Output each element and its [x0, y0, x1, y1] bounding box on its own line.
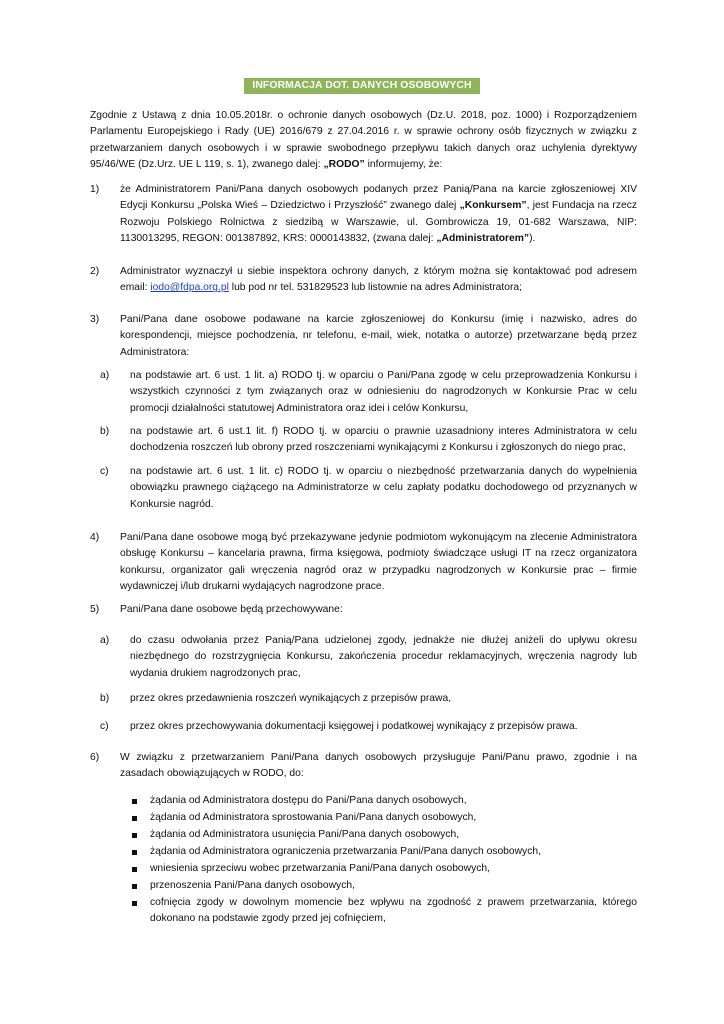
bullet-square-icon — [132, 850, 137, 855]
sub-letter: c) — [100, 466, 109, 477]
sub-text: na podstawie art. 6 ust. 1 lit. c) RODO tj. w oparciu o niezbędność przetwarzania danych do wypełnienia obowiązku prawnego ciążącego na Administratorze w celu zapłaty podatku dochodowego od przyznanych w Konkursie nagród. — [130, 466, 637, 510]
sub-letter: a) — [100, 370, 110, 381]
sub-item-5c — [100, 719, 637, 735]
sub-item-5b — [100, 691, 637, 707]
sub-letter: b) — [100, 426, 110, 437]
item-text: Administrator wyznaczył u siebie inspektora ochrony danych, z którym można się kontaktować pod adresem email: — [120, 266, 637, 294]
item-text: że Administratorem Pani/Pana danych osobowych podanych przez Panią/Pana na karcie zgłoszeniowej XIV Edycji Konkursu „Polska Wieś – Dziedzictwo i Przyszłość” zwanego dalej — [120, 184, 637, 212]
right-bullet — [130, 895, 637, 928]
sub-letter: c) — [100, 721, 109, 732]
sub-text: do czasu odwołania przez Panią/Pana udzielonej zgody, jednakże nie dłużej aniżeli do upływu okresu niezbędnego do rozstrzygnięcia Konkursu, zakończenia procedur reklamacyjnych, wręczenia nagrody lub wydania drukiem nagrodzonych prac, — [130, 635, 637, 679]
intro-text: Zgodnie z Ustawą z dnia 10.05.2018r. o ochronie danych osobowych (Dz.U. 2018, poz. 1000) i Rozporządzeniem Parlamentu Europejskiego i Rady (UE) 2016/679 z 27.04.2016 r. w sprawie ochrony osób fizycznych w związku z przetwarzaniem danych osobowych i w sprawie swobodnego przepływu takich danych oraz uchylenia dyrektywy 95/46/WE (Dz.Urz. UE L 119, s. 1), zwanego dalej: — [90, 110, 637, 171]
item-1 — [90, 182, 637, 248]
right-bullet — [130, 793, 637, 809]
right-text: żądania od Administratora usunięcia Pani/Pana danych osobowych, — [150, 829, 460, 840]
sub-text: na podstawie art. 6 ust. 1 lit. a) RODO tj. w oparciu o Pani/Pana zgodę w celu przeprowadzenia Konkursu i wszystkich czynności z tym związanych oraz w odniesieniu do nagrodzonych w Konkursie Prac w celu promocji działalności statutowej Administratora oraz idei i celów Konkursu, — [130, 370, 637, 414]
item-text: lub pod nr tel. 531829523 lub listownie na adres Administratora; — [228, 282, 522, 294]
bullet-square-icon — [132, 901, 137, 906]
konkurs-term: „Konkursem” — [459, 200, 527, 212]
right-bullet — [130, 878, 637, 894]
item-4 — [90, 530, 637, 596]
sub-text: przez okres przedawnienia roszczeń wynikających z przepisów prawa, — [130, 693, 452, 704]
item-3 — [90, 312, 637, 361]
sub-item-5a — [100, 633, 637, 682]
iodo-email-link[interactable]: iodo@fdpa.org.pl — [150, 282, 229, 294]
item-number: 3) — [90, 314, 100, 325]
right-text: przenoszenia Pani/Pana danych osobowych, — [150, 880, 355, 891]
document-title: INFORMACJA DOT. DANYCH OSOBOWYCH — [244, 78, 480, 94]
bullet-square-icon — [132, 833, 137, 838]
item-number: 2) — [90, 266, 100, 277]
intro-rodo-term: „RODO” — [323, 159, 365, 171]
right-text: wniesienia sprzeciwu wobec przetwarzania Pani/Pana danych osobowych, — [150, 863, 490, 874]
bullet-square-icon — [132, 884, 137, 889]
item-2 — [90, 264, 637, 297]
right-bullet — [130, 844, 637, 860]
sub-item-3a — [100, 368, 637, 417]
item-text: Pani/Pana dane osobowe mogą być przekazywane jedynie podmiotom wykonującym na zlecenie Administratora obsługę Konkursu – kancelaria prawna, firma księgowa, podmioty świadczące usługi IT na rzecz organizatora konkursu, organizator gali wręczenia nagród oraz w przypadku nagrodzonych w Konkursie prac – firmie wydawniczej i/lub drukarni wydających nagrodzone prace. — [120, 532, 637, 593]
right-bullet — [130, 827, 637, 843]
item-number: 6) — [90, 752, 100, 763]
administrator-term: „Administratorem” — [436, 233, 530, 245]
sub-text: przez okres przechowywania dokumentacji księgowej i podatkowej wynikający z przepisów prawa. — [130, 721, 578, 732]
right-bullet — [130, 861, 637, 877]
right-text: żądania od Administratora dostępu do Pani/Pana danych osobowych, — [150, 795, 467, 806]
item-number: 1) — [90, 184, 100, 195]
sub-item-3b — [100, 424, 637, 457]
item-text: Pani/Pana dane osobowe będą przechowywane: — [120, 604, 343, 615]
bullet-square-icon — [132, 816, 137, 821]
item-text: W związku z przetwarzaniem Pani/Pana danych osobowych przysługuje Pani/Panu prawo, zgodnie i na zasadach obowiązujących w RODO, do: — [120, 752, 637, 780]
right-text: cofnięcia zgody w dowolnym momencie bez wpływu na zgodność z prawem przetwarzania, którego dokonano na podstawie zgody przed jej cofnięciem, — [150, 897, 637, 925]
item-text: Pani/Pana dane osobowe podawane na karcie zgłoszeniowej do Konkursu (imię i nazwisko, adres do korespondencji, miejsce pochodzenia, nr telefonu, e-mail, wiek, notatka o autorze) przetwarzane będą przez Administratora: — [120, 314, 637, 358]
item-6 — [90, 750, 637, 783]
item-text: ). — [529, 233, 536, 245]
bullet-square-icon — [132, 867, 137, 872]
item-5 — [90, 602, 637, 618]
intro-text-end: informujemy, że: — [364, 159, 443, 171]
item-text: , jest Fundacja na rzecz Rozwoju Polskiego Rolnictwa z siedzibą w Warszawie, ul. Gombrowicza 19, 01-682 Warszawa, NIP: 1130013295, REGON: 001387892, KRS: 0000143832, (zwana dalej: — [120, 200, 638, 245]
right-bullet — [130, 810, 637, 826]
sub-item-3c — [100, 464, 637, 513]
right-text: żądania od Administratora sprostowania Pani/Pana danych osobowych, — [150, 812, 477, 823]
intro-paragraph — [90, 108, 637, 174]
bullet-square-icon — [132, 799, 137, 804]
sub-letter: a) — [100, 635, 110, 646]
item-number: 5) — [90, 604, 100, 615]
sub-text: na podstawie art. 6 ust.1 lit. f) RODO tj. w oparciu o prawnie uzasadniony interes Administratora w celu dochodzenia roszczeń lub obrony przed roszczeniami wynikającymi z Konkursu i zgłoszonych do niego prac, — [130, 426, 637, 454]
right-text: żądania od Administratora ograniczenia przetwarzania Pani/Pana danych osobowych, — [150, 846, 541, 857]
item-number: 4) — [90, 532, 100, 543]
sub-letter: b) — [100, 693, 110, 704]
